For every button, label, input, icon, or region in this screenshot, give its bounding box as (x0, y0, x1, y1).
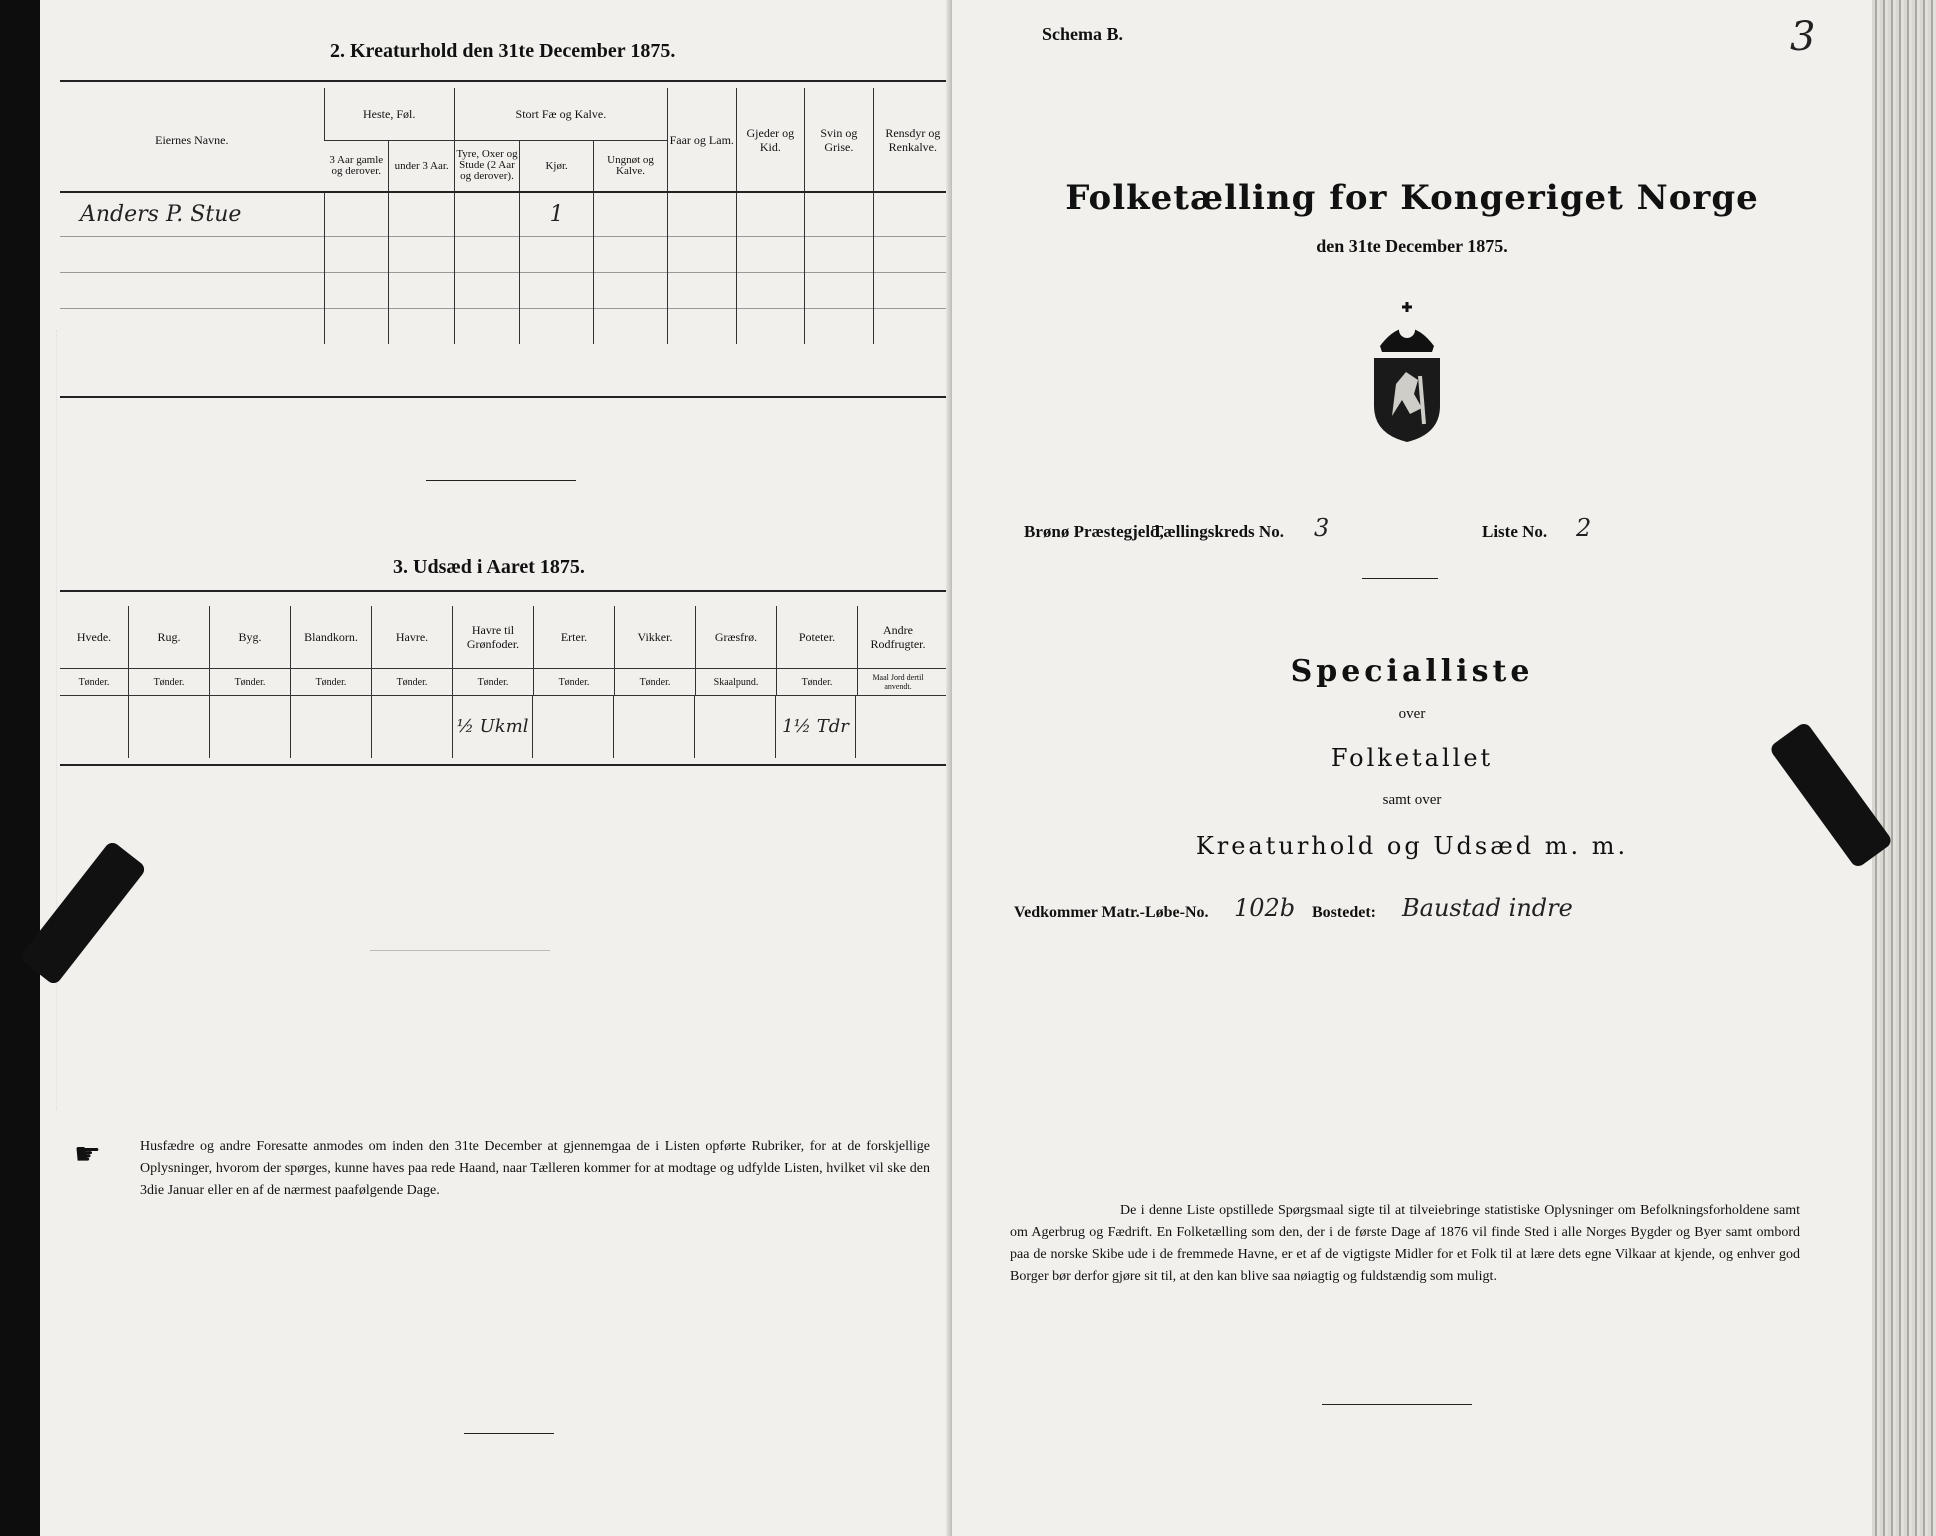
matr-number: 102b (1234, 894, 1296, 922)
owner-cell: Anders P. Stue (80, 201, 242, 227)
cell (855, 696, 936, 758)
section2-bottom-rule (60, 396, 952, 398)
sheep-header: Faar og Lam. (667, 88, 736, 192)
unit-label: Tønder. (371, 669, 452, 695)
pigs-header: Svin og Grise. (805, 88, 874, 192)
unit-label: Tønder. (209, 669, 290, 695)
stacked-page-edges (1872, 0, 1936, 1536)
matr-label: Vedkommer Matr.-Løbe-No. (1014, 904, 1209, 921)
census-title: Folketælling for Kongeriget Norge (1065, 178, 1759, 218)
unit-label: Maal Jord dertil anvendt. (857, 669, 938, 695)
livestock-table (60, 88, 952, 344)
unit-label: Tønder. (614, 669, 695, 695)
district-label: Tællingskreds No. (1152, 522, 1284, 541)
bosted-label: Bostedet: (1312, 904, 1376, 921)
horses-group-header: Heste, Føl. (324, 88, 454, 140)
seed-table (60, 606, 952, 758)
section2-title: 2. Kreaturhold den 31te December 1875. (330, 40, 676, 62)
end-divider (1322, 1404, 1472, 1405)
crop-header: Erter. (533, 606, 614, 668)
cattle-group-header: Stort Fæ og Kalve. (454, 88, 667, 140)
end-divider (464, 1433, 554, 1434)
goats-header: Gjeder og Kid. (736, 88, 805, 192)
cell (209, 696, 290, 758)
potatoes-cell: 1½ Tdr (775, 696, 855, 758)
specialliste-title: Specialliste (1290, 654, 1534, 689)
cell (667, 192, 736, 236)
horses-old-header: 3 Aar gamle og derover. (329, 153, 384, 177)
cell (371, 696, 452, 758)
left-page (40, 0, 952, 1536)
cattle-young-header: Ungnøt og Kalve. (594, 140, 668, 192)
crop-header-row (60, 606, 952, 669)
over-label: over (1398, 706, 1426, 722)
bosted-value: Baustad indre (1402, 894, 1573, 922)
intro-paragraph: De i denne Liste opstillede Spørgsmaal sigte til at tilveiebringe statistiske Oplysninger om Befolkningsforholdene samt om Agerbrug og Fædrift. En Folketælling som den, der i de første Dage af 1876 vil finde Sted i alle Norges Bygder og Byer samt ombord paa de norske Skibe ude i de fremmede Havne, er et af de vigtigste Midler for et Folk til at lære dets egne Vilkaar at kjende, og enhver god Borger bør derfor gjøre sit til, at den kan blive saa nøiagtig og fuldstændig som muligt. (1010, 1203, 1800, 1284)
samt-over-label: samt over (1382, 792, 1442, 808)
crop-header: Byg. (209, 606, 290, 668)
section2-top-rule (60, 80, 952, 82)
cell (694, 696, 775, 758)
crop-header: Andre Rodfrugter. (857, 606, 938, 668)
cell (805, 192, 874, 236)
seed-data-row (60, 696, 952, 758)
unit-label: Tønder. (128, 669, 209, 695)
crop-header: Havre. (371, 606, 452, 668)
schema-label: Schema B. (1042, 24, 1123, 44)
horses-young-header: under 3 Aar. (389, 140, 454, 192)
list-number: 2 (1576, 514, 1592, 542)
crop-header: Rug. (128, 606, 209, 668)
crop-header: Havre til Grønfoder. (452, 606, 533, 668)
unit-label: Skaalpund. (695, 669, 776, 695)
divider (1362, 578, 1438, 579)
unit-label: Tønder. (290, 669, 371, 695)
cell (60, 696, 128, 758)
section3-top-rule (60, 590, 952, 592)
crop-header: Vikker. (614, 606, 695, 668)
cell (128, 696, 209, 758)
pointing-hand-icon: ☛ (74, 1138, 101, 1171)
kreaturhold-title: Kreaturhold og Udsæd m. m. (1195, 832, 1629, 860)
cell (532, 696, 613, 758)
crop-header: Hvede. (76, 630, 112, 644)
faint-divider (370, 950, 550, 951)
unit-label: Tønder. (533, 669, 614, 695)
cell (613, 696, 694, 758)
page-number: 3 (1790, 14, 1816, 60)
right-page (952, 0, 1872, 1536)
census-date: den 31te December 1875. (1316, 236, 1508, 256)
coat-of-arms-icon (1362, 296, 1452, 446)
crop-header: Poteter. (776, 606, 857, 668)
unit-row (60, 669, 952, 696)
unit-label: Tønder. (776, 669, 857, 695)
owner-header: Eiernes Navne. (155, 132, 229, 147)
oats-green-cell: ½ Ukml (452, 696, 532, 758)
section3-bottom-rule (60, 764, 952, 766)
cattle-bulls-header: Tyre, Oxer og Stude (2 Aar og derover). (454, 140, 519, 192)
cattle-cows-header: Kjør. (520, 140, 594, 192)
cows-cell: 1 (520, 192, 594, 236)
divider (426, 480, 576, 481)
reindeer-header: Rensdyr og Renkalve. (873, 88, 952, 192)
cell (389, 192, 454, 236)
district-number: 3 (1314, 514, 1330, 542)
cell (454, 192, 519, 236)
section3-title: 3. Udsæd i Aaret 1875. (393, 556, 585, 578)
crop-header: Græsfrø. (695, 606, 776, 668)
folketallet-title: Folketallet (1330, 744, 1494, 772)
cell (324, 192, 389, 236)
cell (873, 192, 952, 236)
cell (736, 192, 805, 236)
parish-label: Brønø Præstegjeld, (1024, 522, 1164, 541)
notice-text: Husfædre og andre Foresatte anmodes om inden den 31te December at gjennemgaa de i Listen opførte Rubriker, for at de forskjellige Oplysninger, hvorom der spørges, kunne haves paa rede Haand, naar Tælleren kommer for at modtage og udfylde Listen, hvilket vil ske den 3die Januar eller en af de nærmest paafølgende Dage. (140, 1139, 930, 1198)
cell (594, 192, 668, 236)
crop-header: Blandkorn. (290, 606, 371, 668)
cell (290, 696, 371, 758)
list-label: Liste No. (1482, 522, 1548, 541)
unit-label: Tønder. (452, 669, 533, 695)
unit-label: Tønder. (78, 676, 110, 688)
